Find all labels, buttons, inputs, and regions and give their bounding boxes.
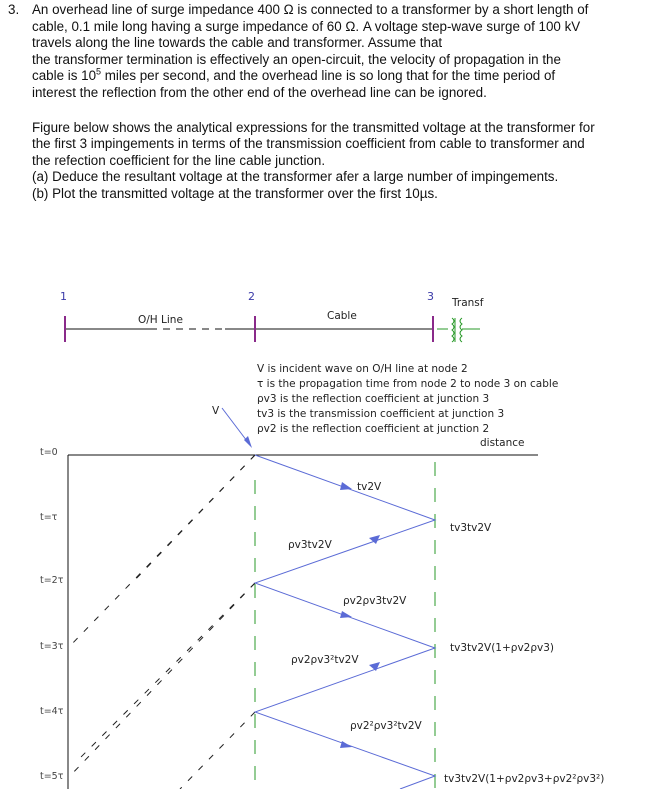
para1-line-4: the transformer termination is effectively an open-circuit, the velocity of propagation in the [32,51,561,67]
para2-line-3: the refection coefficient for the line cable junction. [32,152,326,168]
node-1-label: 1 [60,290,67,303]
wave-label-3: ρv2ρv3tv2V [343,595,407,607]
wave-label-2: ρv3tv2V [288,539,332,551]
wave-label-5: ρv2²ρv3²tv2V [350,720,422,732]
para2-line-1: Figure below shows the analytical expressions for the transmitted voltage at the transformer for [32,119,595,135]
incident-arrow-head [244,436,252,448]
cable-label: Cable [327,310,357,322]
time-label-2: t=2τ [40,575,64,586]
time-label-1: t=τ [40,512,58,523]
lattice-zigzag [255,455,435,789]
legend-line-3: ρv3 is the reflection coefficient at junction 3 [257,393,490,405]
legend [257,363,558,435]
transf-label: Transf [452,297,484,309]
node-3-label: 3 [427,290,434,303]
question-number: 3. [8,2,20,17]
transmitted-label-1: tv3tv2V [450,522,492,534]
legend-line-2: τ is the propagation time from node 2 to node 3 on cable [257,378,559,390]
para1-line-1: An overhead line of surge impedance 400 Ω is connected to a transformer by a short length of [32,2,589,17]
transformer-icon [437,318,480,342]
velocity-exponent: 5 [96,66,102,77]
velocity-pre: cable is 10 [32,68,97,84]
velocity-post: miles per second, and the overhead line is so long that for the time period of [101,68,556,84]
part-b: (b) Plot the transmitted voltage at the transformer over the first 10µs. [32,185,438,201]
para1-line-2: cable, 0.1 mile long having a surge impedance of 60 Ω. A voltage step-wave surge of 100 kV [32,18,581,34]
wave-label-4: ρv2ρv3²tv2V [291,654,359,666]
oh-line-label: O/H Line [138,314,183,326]
para2-line-2: the first 3 impingements in terms of the transmission coefficient from cable to transformer and [32,136,585,152]
transmitted-label-2: tv3tv2V(1+ρv2ρv3) [450,642,554,654]
part-a: (a) Deduce the resultant voltage at the transformer afer a large number of impingements. [32,169,559,185]
para1-line-3: travels along the line towards the cable and transformer. Assume that [32,35,443,51]
v-label: V [212,405,220,417]
time-label-3: t=3τ [40,641,64,652]
legend-line-5: ρv2 is the reflection coefficient at junction 2 [257,423,490,435]
distance-label: distance [480,437,525,449]
para1-last: interest the reflection from the other end of the overhead line can be ignored. [32,84,487,100]
wave-arrowheads [340,482,380,748]
time-label-4: t=4τ [40,706,64,717]
node-2-label: 2 [248,290,255,303]
legend-line-4: tv3 is the transmission coefficient at junction 3 [257,408,505,420]
transmitted-label-3: tv3tv2V(1+ρv2ρv3+ρv2²ρv3²) [444,773,605,785]
time-label-0: t=0 [40,447,58,458]
legend-line-1: V is incident wave on O/H line at node 2 [257,363,468,375]
wave-label-1: tv2V [357,481,382,493]
time-label-5: t=5τ [40,771,64,782]
oh-reflected-waves [68,455,255,789]
